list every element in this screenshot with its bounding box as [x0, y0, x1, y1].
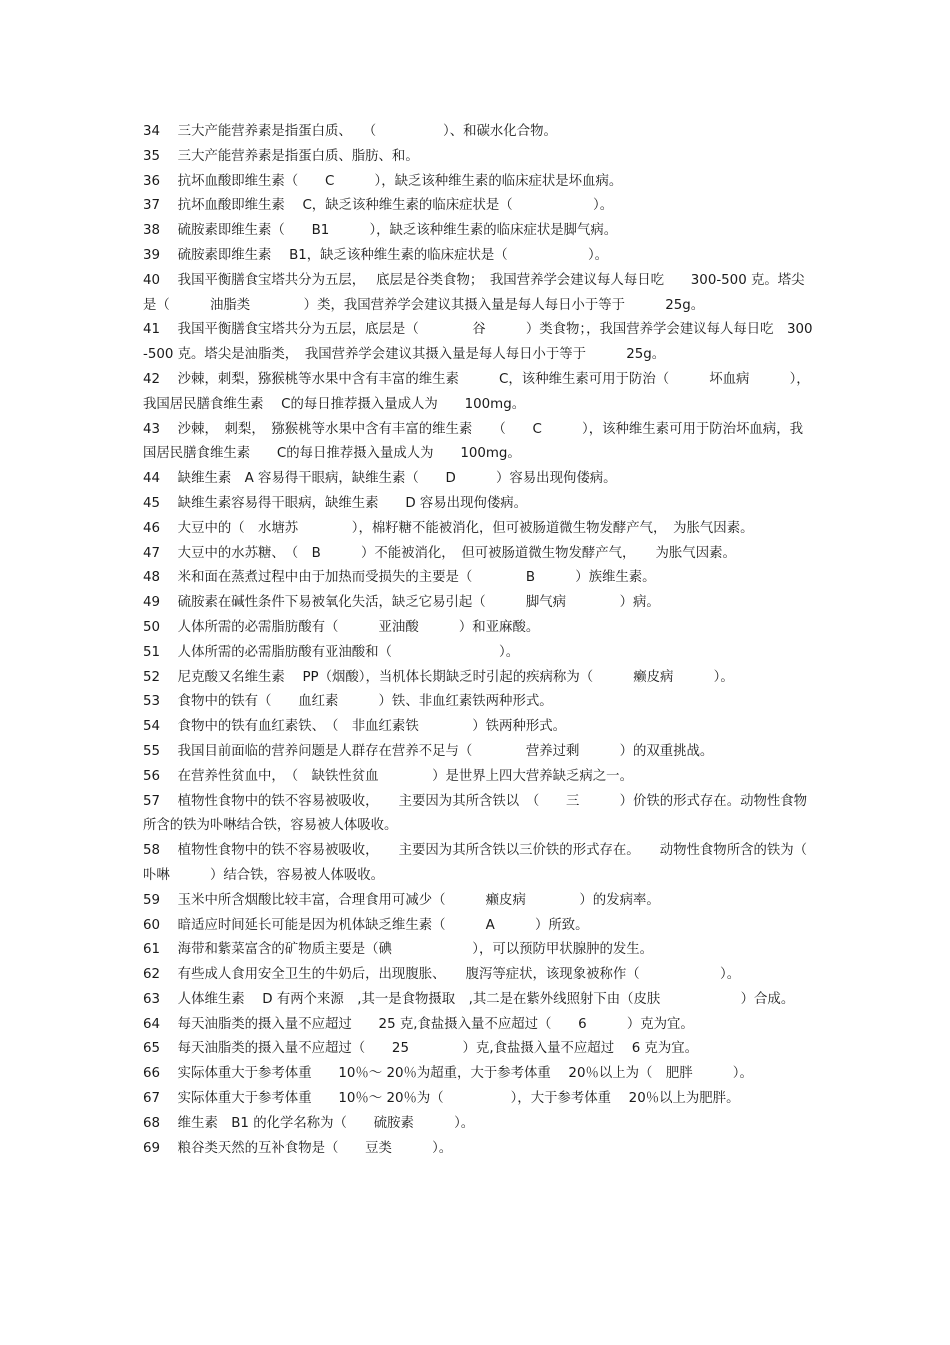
question-item: 51 人体所需的必需脂肪酸有亚油酸和（ ）。	[143, 644, 520, 660]
question-item: 48 米和面在蒸煮过程中由于加热而受损失的主要是（ B ）族维生素。	[143, 570, 656, 586]
question-item: 59 玉米中所含烟酸比较丰富，合理食用可减少（ 癞皮病 ）的发病率。	[143, 892, 660, 908]
question-item: 39 硫胺素即维生素 B1，缺乏该种维生素的临床症状是（ ）。	[143, 247, 609, 263]
question-item: 46 大豆中的（ 水塘苏 ），棉籽糖不能被消化，但可被肠道微生物发酵产气， 为胀气因素。	[143, 520, 754, 536]
question-item: 37 抗坏血酸即维生素 C，缺乏该种维生素的临床症状是（ ）。	[143, 198, 614, 214]
question-item: 54 食物中的铁有血红素铁、 （ 非血红素铁 ）铁两种形式。	[143, 719, 567, 735]
question-item: 65 每天油脂类的摄入量不应超过（ 25 ）克,食盐摄入量不应超过 6 克为宜。	[143, 1041, 699, 1057]
question-item: 55 我国目前面临的营养问题是人群存在营养不足与（ 营养过剩 ）的双重挑战。	[143, 743, 714, 759]
question-item: 49 硫胺素在碱性条件下易被氧化失活，缺乏它易引起（ 脚气病 ）病。	[143, 595, 660, 611]
question-item: 45 缺维生素容易得干眼病，缺维生素 D 容易出现佝偻病。	[143, 495, 528, 511]
question-item: 36 抗坏血酸即维生素（ C ），缺乏该种维生素的临床症状是坏血病。	[143, 173, 623, 189]
question-item: 67 实际体重大于参考体重 10％～ 20％为（ ），大于参考体重 20％以上为肥胖。	[143, 1091, 740, 1107]
question-item: 57 植物性食物中的铁不容易被吸收， 主要因为其所含铁以 （ 三 ）价铁的形式存在。动物性食物所含的铁为卟啉结合铁，容易被人体吸收。	[143, 793, 808, 834]
question-item: 63 人体维生素 D 有两个来源 ,其一是食物摄取 ,其二是在紫外线照射下由（皮肤 ）合成。	[143, 991, 795, 1007]
question-item: 44 缺维生素 A 容易得干眼病，缺维生素（ D ）容易出现佝偻病。	[143, 471, 617, 487]
question-item: 61 海带和紫菜富含的矿物质主要是（碘 ），可以预防甲状腺肿的发生。	[143, 942, 654, 958]
question-item: 43 沙棘， 刺梨， 猕猴桃等水果中含有丰富的维生素 （ C ），该种维生素可用于防治坏血病，我国居民膳食维生素 C的每日推荐摄入量成人为 100mg。	[143, 421, 803, 462]
question-item: 62 有些成人食用安全卫生的牛奶后，出现腹胀、 腹泻等症状，该现象被称作（ ）。	[143, 967, 741, 983]
question-item: 38 硫胺素即维生素（ B1 ），缺乏该种维生素的临床症状是脚气病。	[143, 223, 618, 239]
question-item: 58 植物性食物中的铁不容易被吸收， 主要因为其所含铁以三价铁的形式存在。 动物性食物所含的铁为（ 卟啉 ）结合铁，容易被人体吸收。	[143, 843, 834, 883]
question-item: 50 人体所需的必需脂肪酸有（ 亚油酸 ）和亚麻酸。	[143, 619, 540, 635]
question-item: 47 大豆中的水苏糖、 （ B ）不能被消化， 但可被肠道微生物发酵产气， 为胀气因素。	[143, 545, 736, 561]
question-item: 64 每天油脂类的摄入量不应超过 25 克,食盐摄入量不应超过（ 6 ）克为宜。	[143, 1016, 694, 1032]
question-item: 66 实际体重大于参考体重 10％～ 20％为超重，大于参考体重 20％以上为（ 肥胖 ）。	[143, 1066, 753, 1082]
question-item: 34 三大产能营养素是指蛋白质、 （ ）、和碳水化合物。	[143, 124, 557, 139]
question-item: 68 维生素 B1 的化学名称为（ 硫胺素 ）。	[143, 1115, 475, 1131]
question-item: 42 沙棘，刺梨，猕猴桃等水果中含有丰富的维生素 C，该种维生素可用于防治（ 坏血病 ），我国居民膳食维生素 C的每日推荐摄入量成人为 100mg。	[143, 371, 810, 412]
question-item: 40 我国平衡膳食宝塔共分为五层， 底层是谷类食物； 我国营养学会建议每人每日吃 300-500 克。塔尖是（ 油脂类 ）类，我国营养学会建议其摄入量是每人每日小于等于 25g。	[143, 272, 805, 313]
question-item: 69 粮谷类天然的互补食物是（ 豆类 ）。	[143, 1140, 453, 1156]
question-item: 52 尼克酸又名维生素 PP（烟酸），当机体长期缺乏时引起的疾病称为（ 癞皮病 ）。	[143, 669, 734, 685]
question-item: 41 我国平衡膳食宝塔共分为五层，底层是（ 谷 ）类食物；，我国营养学会建议每人每日吃 300-500 克。塔尖是油脂类， 我国营养学会建议其摄入量是每人每日小于等于 25g。	[143, 322, 813, 363]
question-item: 60 暗适应时间延长可能是因为机体缺乏维生素（ A ）所致。	[143, 917, 589, 933]
question-item: 35 三大产能营养素是指蛋白质、脂肪、和。	[143, 148, 419, 164]
question-item: 56 在营养性贫血中， （ 缺铁性贫血 ）是世界上四大营养缺乏病之一。	[143, 768, 633, 784]
question-item: 53 食物中的铁有（ 血红素 ）铁、非血红素铁两种形式。	[143, 694, 553, 710]
question-list	[143, 120, 834, 1161]
